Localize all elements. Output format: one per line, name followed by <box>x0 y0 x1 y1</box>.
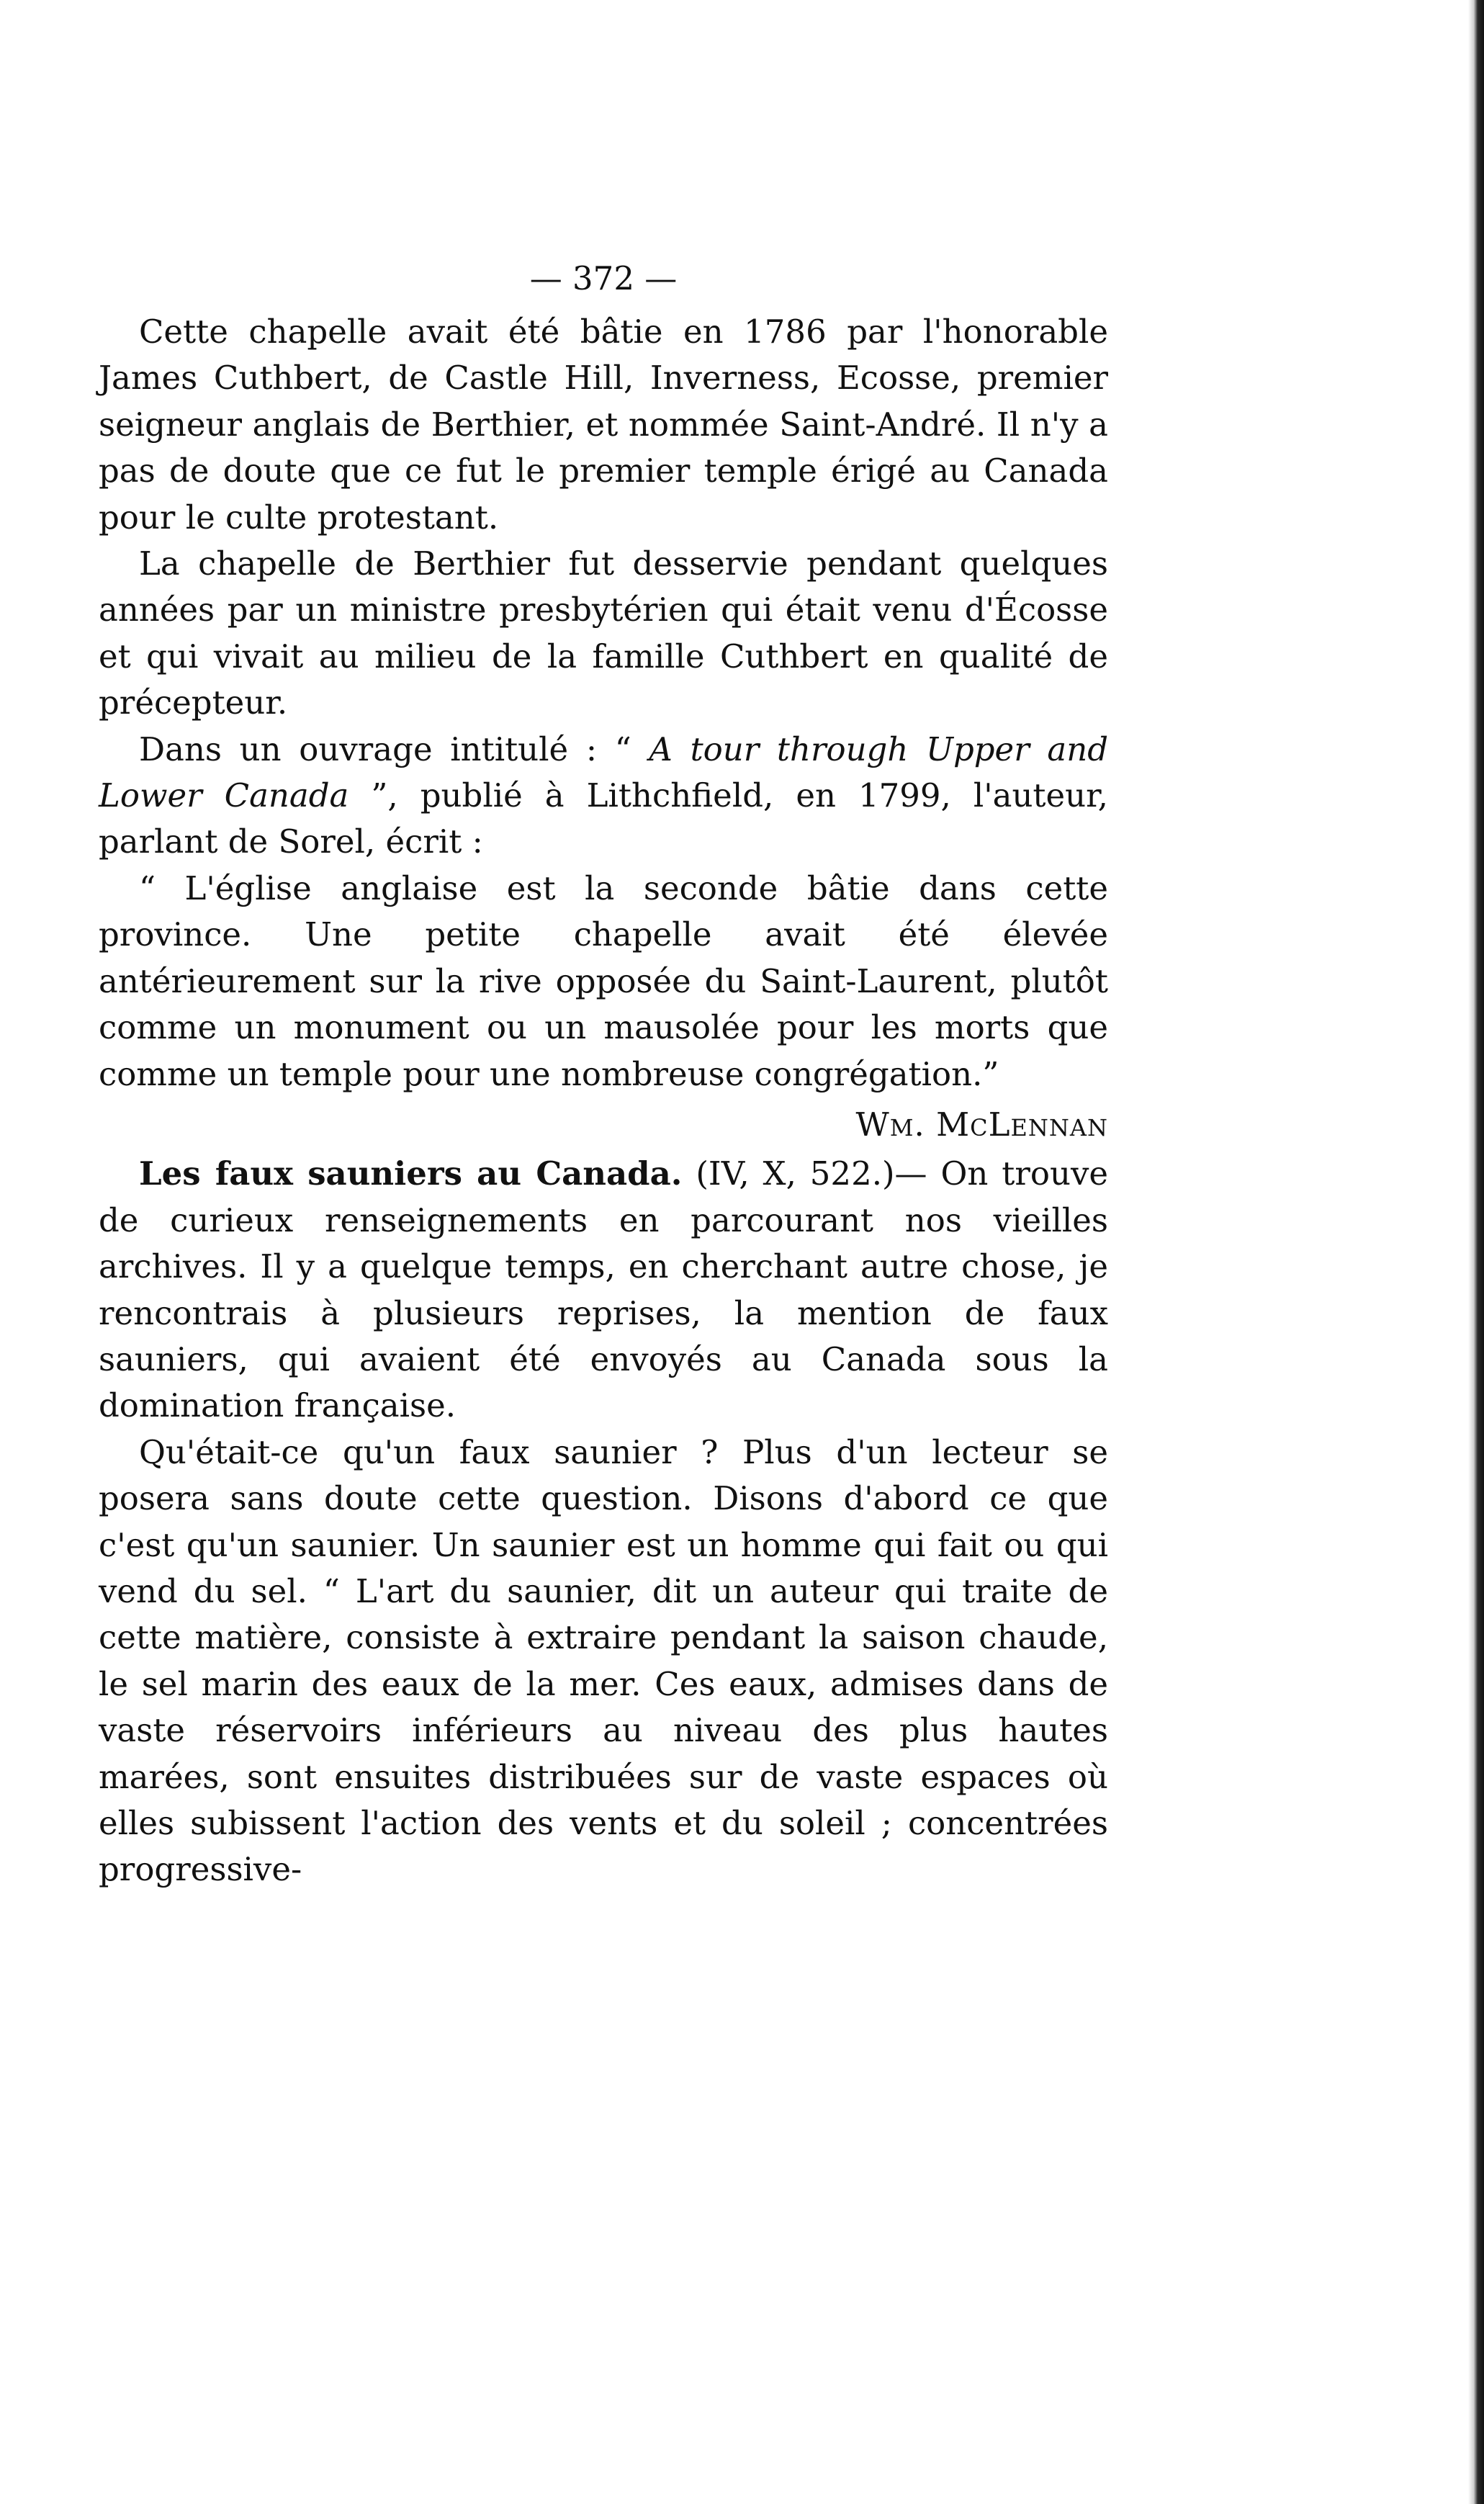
paragraph-berthier: La chapelle de Berthier fut desservie pendant quelques années par un ministre presbytérien qui était venu d'Écosse et qui vivait au milieu de la famille Cuthbert en qualité de précepteur. <box>99 544 1108 722</box>
ouvrage-before: Dans un ouvrage intitulé : “ <box>139 730 649 768</box>
paragraph-saunier: Qu'était-ce qu'un faux saunier ? Plus d'un lecteur se posera sans doute cette question. Disons d'abord ce que c'est qu'un saunier. Un saunier est un homme qui fait ou qui vend du sel. “ L'art du saunier, dit un auteur qui traite de cette matière, consiste à extraire pendant la saison chaude, le sel marin des eaux de la mer. Ces eaux, admises dans de vaste réservoirs inférieurs au niveau des plus hautes marées, sont ensuites distribuées sur de vaste espaces où elles subissent l'action des vents et du soleil ; concentrées progressive- <box>99 1432 1108 1889</box>
paragraph-ouvrage <box>99 727 1108 866</box>
page-number: — 372 — <box>529 259 678 297</box>
article-body: On trouve de curieux renseignements en parcourant nos vieilles archives. Il y a quelque temps, en cherchant autre chose, je rencontrais à plusieurs reprises, la mention de faux sauniers, qui avaient été envoyés au Canada sous la domination française. <box>99 1154 1108 1425</box>
author-signature: Wm. McLennan <box>855 1105 1108 1144</box>
article-reference: (IV, X, 522.)— <box>682 1154 927 1193</box>
page-text-block <box>99 256 1108 1893</box>
ouvrage-after: ”, publié à Lithchfield, en 1799, l'auteur, parlant de Sorel, écrit : <box>99 776 1108 861</box>
paragraph-quote: “ L'église anglaise est la seconde bâtie dans cette province. Une petite chapelle avait été élevée antérieurement sur la rive opposée du Saint-Laurent, plutôt comme un monument ou un mausolée pour les morts que comme un temple pour une nombreuse congrégation.” <box>99 869 1108 1093</box>
paragraph-chapelle: Cette chapelle avait été bâtie en 1786 par l'honorable James Cuthbert, de Castle Hill, Inverness, Ecosse, premier seigneur anglais de Berthier, et nommée Saint-André. Il n'y a pas de doute que ce fut le premier temple érigé au Canada pour le culte protestant. <box>99 313 1108 537</box>
paragraph-article <box>99 1151 1108 1429</box>
page-binding-edge <box>1468 0 1484 2504</box>
ouvrage-title: A tour through Upper and Lower Canada <box>99 730 1108 815</box>
article-title: Les faux sauniers au Canada. <box>139 1154 683 1193</box>
